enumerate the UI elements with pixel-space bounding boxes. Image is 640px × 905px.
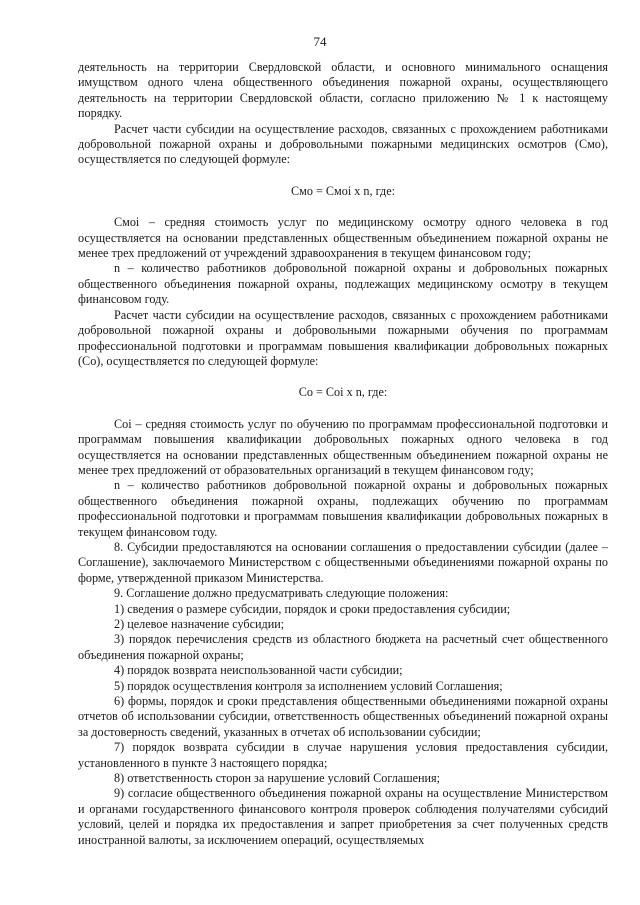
list-item-1: 1) сведения о размере субсидии, порядок и сроки предоставления субсидии; [114, 601, 511, 616]
paragraph-smoi-definition: Смоi – средняя стоимость услуг по медицинскому осмотру одного человека в год осуществляется на основании представленных общественным объединением пожарной охраны не менее трех предложений от учреждений здравоохранения в текущем финансовом году; [78, 215, 608, 261]
document-body [78, 60, 608, 848]
paragraph-training-calc: Расчет части субсидии на осуществление расходов, связанных с прохождением работниками добровольной пожарной охраны и добровольными пожарными обучения по программам профессиональной подготовки и программам повышения квалификации добровольных пожарных (Со), осуществляется по следующей формуле: [78, 307, 608, 368]
list-item-9: 9) согласие общественного объединения пожарной охраны на осуществление Министерством и органами государственного финансового контроля проверок соблюдения получателями субсидий условий, целей и порядка их предоставления и запрет приобретения за счет полученных средств иностранной валюты, за исключением операций, осуществляемых [78, 786, 608, 847]
formula-medical: Смо = Смоi х n, где: [291, 183, 395, 198]
paragraph-n-medical-definition: n – количество работников добровольной пожарной охраны и добровольных пожарных общественного объединения пожарной охраны, подлежащих медицинскому осмотру в текущем финансовом году. [78, 261, 608, 307]
list-item-2: 2) целевое назначение субсидии; [114, 617, 285, 631]
paragraph-medical-calc: Расчет части субсидии на осуществление расходов, связанных с прохождением работниками добровольной пожарной охраны и добровольными пожарными медицинских осмотров (Смо), осуществляется по следующей формуле: [78, 121, 608, 167]
formula-training: Со = Соi х n, где: [298, 385, 388, 400]
paragraph-continuation: деятельность на территории Свердловской области, и основного минимального оснащения имущством одного члена общественного объединения пожарной охраны, осуществляющего деятельность на территории Свердловской области, согласно приложению № 1 к настоящему порядку. [78, 60, 608, 121]
list-item-3: 3) порядок перечисления средств из областного бюджета на расчетный счет общественного объединения пожарной охраны; [78, 632, 608, 662]
list-item-4: 4) порядок возврата неиспользованной части субсидии; [114, 663, 403, 678]
list-item-7: 7) порядок возврата субсидии в случае нарушения условия предоставления субсидии, установленного в пункте 3 настоящего порядка; [78, 740, 608, 770]
paragraph-item-8: 8. Субсидии предоставляются на основании соглашения о предоставлении субсидии (далее – Соглашение), заключаемого Министерством с общественными объединениями пожарной охраны по форме, утвержденной приказом Министерства. [78, 539, 608, 585]
paragraph-coi-definition: Соi – средняя стоимость услуг по обучению по программам профессиональной подготовки и программам повышения квалификации добровольных пожарных одного человека в год осуществляется на основании представленных общественным объединением пожарной охраны не менее трех предложений от образовательных организаций в текущем финансовом году; [78, 416, 608, 477]
page-number: 74 [313, 34, 327, 49]
list-item-8: 8) ответственность сторон за нарушение условий Соглашения; [114, 771, 441, 786]
paragraph-n-training-definition: n – количество работников добровольной пожарной охраны и добровольных пожарных общественного объединения пожарной охраны, подлежащих обучению по программам профессиональной подготовки и программам повышения квалификации добровольных пожарных в текущем финансовом году. [78, 478, 608, 539]
paragraph-item-9: 9. Соглашение должно предусматривать следующие положения: [114, 586, 449, 601]
list-item-6: 6) формы, порядок и сроки представления общественными объединениями пожарной охраны отчетов об использовании субсидии, ответственность общественных объединений пожарной охраны за достоверность сведений, указанных в отчетах об использовании субсидии; [78, 694, 608, 739]
list-item-5: 5) порядок осуществления контроля за исполнением условий Соглашения; [114, 678, 503, 693]
